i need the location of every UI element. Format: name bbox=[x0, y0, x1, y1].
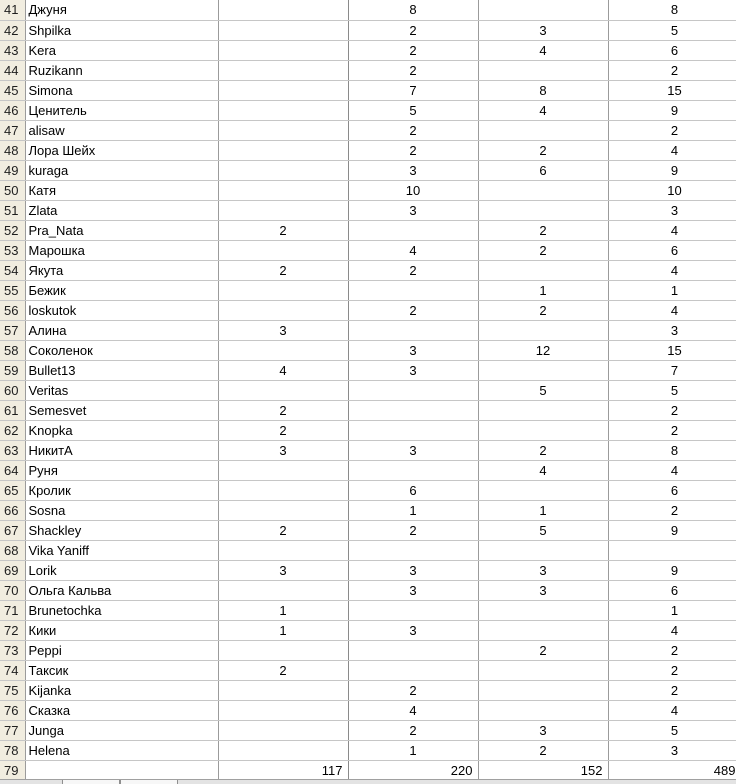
cell-col-d[interactable] bbox=[478, 200, 608, 220]
cell-col-b[interactable] bbox=[218, 240, 348, 260]
cell-col-c[interactable]: 1 bbox=[348, 500, 478, 520]
sheet-tab[interactable] bbox=[62, 780, 120, 784]
cell-col-d[interactable] bbox=[478, 680, 608, 700]
cell-col-b[interactable] bbox=[218, 740, 348, 760]
cell-col-b[interactable] bbox=[218, 40, 348, 60]
cell-col-b[interactable]: 2 bbox=[218, 400, 348, 420]
sheet-tab-bar bbox=[0, 779, 736, 784]
row-header[interactable]: 76 bbox=[0, 700, 25, 720]
row-header[interactable]: 51 bbox=[0, 200, 25, 220]
row-header[interactable]: 69 bbox=[0, 560, 25, 580]
cell-name[interactable]: Bullet13 bbox=[25, 360, 218, 380]
cell-name[interactable]: Kera bbox=[25, 40, 218, 60]
cell-col-d[interactable]: 12 bbox=[478, 340, 608, 360]
cell-col-b[interactable] bbox=[218, 300, 348, 320]
row-header[interactable]: 52 bbox=[0, 220, 25, 240]
cell-col-c[interactable]: 3 bbox=[348, 580, 478, 600]
cell-col-d[interactable]: 152 bbox=[478, 760, 608, 780]
cell-col-c[interactable]: 2 bbox=[348, 40, 478, 60]
cell-name[interactable]: Brunetochka bbox=[25, 600, 218, 620]
cell-col-e[interactable]: 8 bbox=[608, 440, 736, 460]
cell-col-d[interactable] bbox=[478, 0, 608, 20]
cell-col-c[interactable] bbox=[348, 640, 478, 660]
row-header[interactable]: 79 bbox=[0, 760, 25, 780]
cell-col-d[interactable] bbox=[478, 360, 608, 380]
table-row bbox=[0, 680, 736, 700]
row-header[interactable]: 78 bbox=[0, 740, 25, 760]
cell-name[interactable]: Ценитель bbox=[25, 100, 218, 120]
row-header[interactable]: 58 bbox=[0, 340, 25, 360]
cell-col-b[interactable] bbox=[218, 340, 348, 360]
cell-col-e[interactable]: 3 bbox=[608, 740, 736, 760]
cell-col-d[interactable] bbox=[478, 540, 608, 560]
cell-col-b[interactable]: 1 bbox=[218, 600, 348, 620]
cell-name[interactable]: Helena bbox=[25, 740, 218, 760]
cell-col-e[interactable]: 9 bbox=[608, 560, 736, 580]
cell-col-c[interactable] bbox=[348, 540, 478, 560]
cell-col-d[interactable]: 1 bbox=[478, 280, 608, 300]
cell-col-d[interactable] bbox=[478, 60, 608, 80]
cell-col-c[interactable]: 3 bbox=[348, 560, 478, 580]
cell-col-d[interactable] bbox=[478, 120, 608, 140]
cell-col-e[interactable]: 6 bbox=[608, 580, 736, 600]
cell-col-d[interactable] bbox=[478, 400, 608, 420]
row-header[interactable]: 54 bbox=[0, 260, 25, 280]
cell-col-c[interactable]: 4 bbox=[348, 700, 478, 720]
row-header[interactable]: 41 bbox=[0, 0, 25, 20]
cell-col-b[interactable]: 1 bbox=[218, 620, 348, 640]
row-header[interactable]: 46 bbox=[0, 100, 25, 120]
cell-col-c[interactable]: 2 bbox=[348, 140, 478, 160]
row-header[interactable]: 66 bbox=[0, 500, 25, 520]
cell-col-c[interactable]: 3 bbox=[348, 160, 478, 180]
cell-col-e[interactable]: 6 bbox=[608, 480, 736, 500]
cell-col-c[interactable]: 1 bbox=[348, 740, 478, 760]
cell-col-b[interactable] bbox=[218, 140, 348, 160]
cell-col-b[interactable] bbox=[218, 0, 348, 20]
cell-col-d[interactable]: 4 bbox=[478, 40, 608, 60]
cell-col-e[interactable]: 15 bbox=[608, 340, 736, 360]
table-row bbox=[0, 480, 736, 500]
cell-col-c[interactable] bbox=[348, 320, 478, 340]
cell-col-b[interactable] bbox=[218, 380, 348, 400]
cell-col-e[interactable]: 2 bbox=[608, 680, 736, 700]
cell-col-c[interactable] bbox=[348, 660, 478, 680]
cell-col-b[interactable]: 3 bbox=[218, 560, 348, 580]
table-row bbox=[0, 320, 736, 340]
cell-col-e[interactable]: 9 bbox=[608, 520, 736, 540]
table-row bbox=[0, 260, 736, 280]
row-header[interactable]: 65 bbox=[0, 480, 25, 500]
cell-col-e[interactable]: 1 bbox=[608, 280, 736, 300]
cell-col-c[interactable] bbox=[348, 280, 478, 300]
cell-col-e[interactable]: 4 bbox=[608, 220, 736, 240]
cell-col-c[interactable]: 5 bbox=[348, 100, 478, 120]
row-header[interactable]: 56 bbox=[0, 300, 25, 320]
table-row bbox=[0, 300, 736, 320]
cell-col-b[interactable] bbox=[218, 680, 348, 700]
cell-col-b[interactable] bbox=[218, 20, 348, 40]
row-header[interactable]: 68 bbox=[0, 540, 25, 560]
cell-col-d[interactable] bbox=[478, 600, 608, 620]
cell-name[interactable]: Kijanka bbox=[25, 680, 218, 700]
cell-name[interactable]: Сказка bbox=[25, 700, 218, 720]
table-row bbox=[0, 140, 736, 160]
cell-col-c[interactable]: 10 bbox=[348, 180, 478, 200]
table-row bbox=[0, 380, 736, 400]
row-header[interactable]: 49 bbox=[0, 160, 25, 180]
cell-col-c[interactable] bbox=[348, 460, 478, 480]
cell-col-d[interactable] bbox=[478, 420, 608, 440]
row-header[interactable]: 72 bbox=[0, 620, 25, 640]
cell-col-e[interactable]: 4 bbox=[608, 460, 736, 480]
cell-col-d[interactable]: 5 bbox=[478, 380, 608, 400]
cell-col-c[interactable]: 3 bbox=[348, 340, 478, 360]
cell-col-b[interactable] bbox=[218, 280, 348, 300]
table-row bbox=[0, 60, 736, 80]
table-row bbox=[0, 360, 736, 380]
cell-name[interactable]: Pra_Nata bbox=[25, 220, 218, 240]
cell-col-d[interactable]: 2 bbox=[478, 220, 608, 240]
cell-col-d[interactable] bbox=[478, 480, 608, 500]
row-header[interactable]: 48 bbox=[0, 140, 25, 160]
row-header[interactable]: 70 bbox=[0, 580, 25, 600]
table-row bbox=[0, 740, 736, 760]
cell-col-e[interactable]: 15 bbox=[608, 80, 736, 100]
cell-col-e[interactable]: 2 bbox=[608, 420, 736, 440]
cell-name[interactable]: Таксик bbox=[25, 660, 218, 680]
row-header[interactable]: 62 bbox=[0, 420, 25, 440]
cell-col-b[interactable]: 3 bbox=[218, 440, 348, 460]
row-header[interactable]: 50 bbox=[0, 180, 25, 200]
cell-name[interactable]: Knopka bbox=[25, 420, 218, 440]
table-row bbox=[0, 500, 736, 520]
cell-col-b[interactable] bbox=[218, 100, 348, 120]
cell-col-e[interactable]: 4 bbox=[608, 260, 736, 280]
table-row bbox=[0, 580, 736, 600]
cell-col-e[interactable]: 2 bbox=[608, 500, 736, 520]
cell-col-b[interactable]: 117 bbox=[218, 760, 348, 780]
table-row bbox=[0, 240, 736, 260]
cell-col-d[interactable]: 2 bbox=[478, 240, 608, 260]
table-row bbox=[0, 100, 736, 120]
row-header[interactable]: 47 bbox=[0, 120, 25, 140]
row-header[interactable]: 74 bbox=[0, 660, 25, 680]
cell-col-d[interactable]: 3 bbox=[478, 580, 608, 600]
cell-name[interactable]: Джуня bbox=[25, 0, 218, 20]
cell-col-c[interactable]: 6 bbox=[348, 480, 478, 500]
cell-col-e[interactable]: 4 bbox=[608, 140, 736, 160]
cell-col-e[interactable]: 3 bbox=[608, 320, 736, 340]
cell-col-b[interactable]: 2 bbox=[218, 520, 348, 540]
cell-name[interactable]: Катя bbox=[25, 180, 218, 200]
table-row bbox=[0, 200, 736, 220]
cell-col-e[interactable]: 5 bbox=[608, 20, 736, 40]
cell-col-e[interactable]: 489 bbox=[608, 760, 736, 780]
cell-col-b[interactable] bbox=[218, 80, 348, 100]
cell-col-e[interactable]: 2 bbox=[608, 400, 736, 420]
cell-col-e[interactable]: 5 bbox=[608, 720, 736, 740]
cell-col-d[interactable]: 3 bbox=[478, 560, 608, 580]
cell-name[interactable]: Марошка bbox=[25, 240, 218, 260]
table-row bbox=[0, 280, 736, 300]
cell-col-b[interactable] bbox=[218, 640, 348, 660]
table-row bbox=[0, 560, 736, 580]
cell-col-c[interactable]: 4 bbox=[348, 240, 478, 260]
cell-col-c[interactable]: 2 bbox=[348, 20, 478, 40]
cell-col-c[interactable] bbox=[348, 400, 478, 420]
cell-col-e[interactable]: 3 bbox=[608, 200, 736, 220]
cell-col-c[interactable]: 3 bbox=[348, 620, 478, 640]
cell-col-b[interactable] bbox=[218, 60, 348, 80]
cell-col-c[interactable] bbox=[348, 420, 478, 440]
cell-col-e[interactable]: 5 bbox=[608, 380, 736, 400]
cell-col-d[interactable] bbox=[478, 180, 608, 200]
cell-col-d[interactable]: 2 bbox=[478, 140, 608, 160]
table-row bbox=[0, 540, 736, 560]
table-row bbox=[0, 660, 736, 680]
cell-col-b[interactable] bbox=[218, 200, 348, 220]
row-header[interactable]: 44 bbox=[0, 60, 25, 80]
cell-col-e[interactable]: 2 bbox=[608, 120, 736, 140]
cell-col-c[interactable]: 2 bbox=[348, 720, 478, 740]
cell-col-e[interactable]: 2 bbox=[608, 640, 736, 660]
table-row bbox=[0, 20, 736, 40]
cell-col-b[interactable]: 2 bbox=[218, 220, 348, 240]
cell-name[interactable]: Якута bbox=[25, 260, 218, 280]
cell-col-e[interactable]: 6 bbox=[608, 40, 736, 60]
cell-col-c[interactable]: 3 bbox=[348, 360, 478, 380]
cell-col-c[interactable]: 2 bbox=[348, 300, 478, 320]
cell-name[interactable]: loskutok bbox=[25, 300, 218, 320]
cell-col-d[interactable]: 4 bbox=[478, 100, 608, 120]
cell-col-c[interactable]: 2 bbox=[348, 680, 478, 700]
cell-col-e[interactable]: 4 bbox=[608, 620, 736, 640]
table-row bbox=[0, 160, 736, 180]
cell-col-d[interactable]: 8 bbox=[478, 80, 608, 100]
cell-name[interactable]: Sosna bbox=[25, 500, 218, 520]
cell-name[interactable]: Lorik bbox=[25, 560, 218, 580]
cell-col-b[interactable]: 2 bbox=[218, 660, 348, 680]
row-header[interactable]: 53 bbox=[0, 240, 25, 260]
row-header[interactable]: 63 bbox=[0, 440, 25, 460]
table-row bbox=[0, 40, 736, 60]
cell-name[interactable]: Semesvet bbox=[25, 400, 218, 420]
table-row bbox=[0, 80, 736, 100]
cell-col-e[interactable]: 8 bbox=[608, 0, 736, 20]
cell-col-e[interactable]: 10 bbox=[608, 180, 736, 200]
cell-col-d[interactable] bbox=[478, 320, 608, 340]
row-header[interactable]: 57 bbox=[0, 320, 25, 340]
cell-col-d[interactable] bbox=[478, 700, 608, 720]
cell-col-b[interactable] bbox=[218, 580, 348, 600]
row-header[interactable]: 61 bbox=[0, 400, 25, 420]
cell-col-e[interactable]: 4 bbox=[608, 300, 736, 320]
row-header[interactable]: 60 bbox=[0, 380, 25, 400]
table-row bbox=[0, 520, 736, 540]
cell-col-b[interactable]: 3 bbox=[218, 320, 348, 340]
cell-col-e[interactable]: 1 bbox=[608, 600, 736, 620]
cell-col-c[interactable] bbox=[348, 380, 478, 400]
cell-col-c[interactable] bbox=[348, 600, 478, 620]
cell-col-e[interactable]: 6 bbox=[608, 240, 736, 260]
cell-col-b[interactable] bbox=[218, 500, 348, 520]
cell-col-c[interactable]: 2 bbox=[348, 60, 478, 80]
cell-col-d[interactable]: 2 bbox=[478, 740, 608, 760]
cell-col-d[interactable]: 2 bbox=[478, 300, 608, 320]
row-header[interactable]: 77 bbox=[0, 720, 25, 740]
cell-col-e[interactable]: 2 bbox=[608, 60, 736, 80]
cell-col-d[interactable] bbox=[478, 260, 608, 280]
cell-name[interactable]: Veritas bbox=[25, 380, 218, 400]
table-row bbox=[0, 180, 736, 200]
cell-col-d[interactable]: 5 bbox=[478, 520, 608, 540]
row-header[interactable]: 64 bbox=[0, 460, 25, 480]
cell-col-d[interactable]: 3 bbox=[478, 20, 608, 40]
cell-col-c[interactable]: 220 bbox=[348, 760, 478, 780]
row-header[interactable]: 59 bbox=[0, 360, 25, 380]
cell-name[interactable]: Zlata bbox=[25, 200, 218, 220]
cell-col-b[interactable]: 2 bbox=[218, 260, 348, 280]
cell-name[interactable]: Лора Шейх bbox=[25, 140, 218, 160]
table-row bbox=[0, 420, 736, 440]
cell-name[interactable]: Shackley bbox=[25, 520, 218, 540]
cell-name[interactable]: Бежик bbox=[25, 280, 218, 300]
table-row bbox=[0, 0, 736, 20]
cell-name[interactable]: Simona bbox=[25, 80, 218, 100]
cell-col-d[interactable]: 6 bbox=[478, 160, 608, 180]
cell-name[interactable]: НикитА bbox=[25, 440, 218, 460]
table-row bbox=[0, 720, 736, 740]
cell-name[interactable]: Junga bbox=[25, 720, 218, 740]
cell-col-d[interactable]: 2 bbox=[478, 440, 608, 460]
cell-col-b[interactable] bbox=[218, 120, 348, 140]
cell-col-c[interactable]: 7 bbox=[348, 80, 478, 100]
cell-col-b[interactable] bbox=[218, 180, 348, 200]
cell-col-d[interactable]: 4 bbox=[478, 460, 608, 480]
cell-col-e[interactable]: 2 bbox=[608, 660, 736, 680]
table-row bbox=[0, 400, 736, 420]
cell-col-e[interactable]: 9 bbox=[608, 100, 736, 120]
cell-name[interactable]: Алина bbox=[25, 320, 218, 340]
cell-name[interactable]: Shpilka bbox=[25, 20, 218, 40]
cell-col-d[interactable]: 1 bbox=[478, 500, 608, 520]
table-row bbox=[0, 640, 736, 660]
cell-name[interactable]: alisaw bbox=[25, 120, 218, 140]
row-header[interactable]: 43 bbox=[0, 40, 25, 60]
cell-col-e[interactable] bbox=[608, 540, 736, 560]
cell-name[interactable] bbox=[25, 760, 218, 780]
cell-col-c[interactable]: 2 bbox=[348, 260, 478, 280]
table-row bbox=[0, 340, 736, 360]
cell-name[interactable]: Ruzikann bbox=[25, 60, 218, 80]
cell-col-c[interactable]: 8 bbox=[348, 0, 478, 20]
cell-col-b[interactable]: 4 bbox=[218, 360, 348, 380]
cell-col-e[interactable]: 4 bbox=[608, 700, 736, 720]
cell-name[interactable]: Соколенок bbox=[25, 340, 218, 360]
cell-col-c[interactable]: 2 bbox=[348, 120, 478, 140]
cell-col-d[interactable] bbox=[478, 660, 608, 680]
cell-name[interactable]: kuraga bbox=[25, 160, 218, 180]
cell-col-b[interactable] bbox=[218, 480, 348, 500]
cell-col-b[interactable] bbox=[218, 720, 348, 740]
table-row bbox=[0, 120, 736, 140]
cell-col-b[interactable] bbox=[218, 700, 348, 720]
cell-col-e[interactable]: 7 bbox=[608, 360, 736, 380]
row-header[interactable]: 75 bbox=[0, 680, 25, 700]
cell-col-c[interactable]: 2 bbox=[348, 520, 478, 540]
table-row bbox=[0, 600, 736, 620]
row-header[interactable]: 73 bbox=[0, 640, 25, 660]
table-row bbox=[0, 440, 736, 460]
table-row bbox=[0, 700, 736, 720]
cell-name[interactable]: Кролик bbox=[25, 480, 218, 500]
table-row bbox=[0, 460, 736, 480]
cell-col-d[interactable]: 2 bbox=[478, 640, 608, 660]
cell-name[interactable]: Руня bbox=[25, 460, 218, 480]
row-header[interactable]: 67 bbox=[0, 520, 25, 540]
cell-col-d[interactable] bbox=[478, 620, 608, 640]
row-header[interactable]: 42 bbox=[0, 20, 25, 40]
table-row bbox=[0, 620, 736, 640]
totals-row bbox=[0, 760, 736, 780]
row-header[interactable]: 55 bbox=[0, 280, 25, 300]
cell-col-c[interactable] bbox=[348, 220, 478, 240]
cell-name[interactable]: Кики bbox=[25, 620, 218, 640]
table-row bbox=[0, 220, 736, 240]
row-header[interactable]: 45 bbox=[0, 80, 25, 100]
cell-col-b[interactable]: 2 bbox=[218, 420, 348, 440]
row-header[interactable]: 71 bbox=[0, 600, 25, 620]
cell-col-d[interactable]: 3 bbox=[478, 720, 608, 740]
cell-col-c[interactable]: 3 bbox=[348, 440, 478, 460]
cell-col-c[interactable]: 3 bbox=[348, 200, 478, 220]
cell-name[interactable]: Vika Yaniff bbox=[25, 540, 218, 560]
cell-col-e[interactable]: 9 bbox=[608, 160, 736, 180]
cell-name[interactable]: Peppi bbox=[25, 640, 218, 660]
cell-col-b[interactable] bbox=[218, 160, 348, 180]
cell-name[interactable]: Ольга Кальва bbox=[25, 580, 218, 600]
sheet-tab[interactable] bbox=[120, 780, 178, 784]
cell-col-b[interactable] bbox=[218, 540, 348, 560]
cell-col-b[interactable] bbox=[218, 460, 348, 480]
